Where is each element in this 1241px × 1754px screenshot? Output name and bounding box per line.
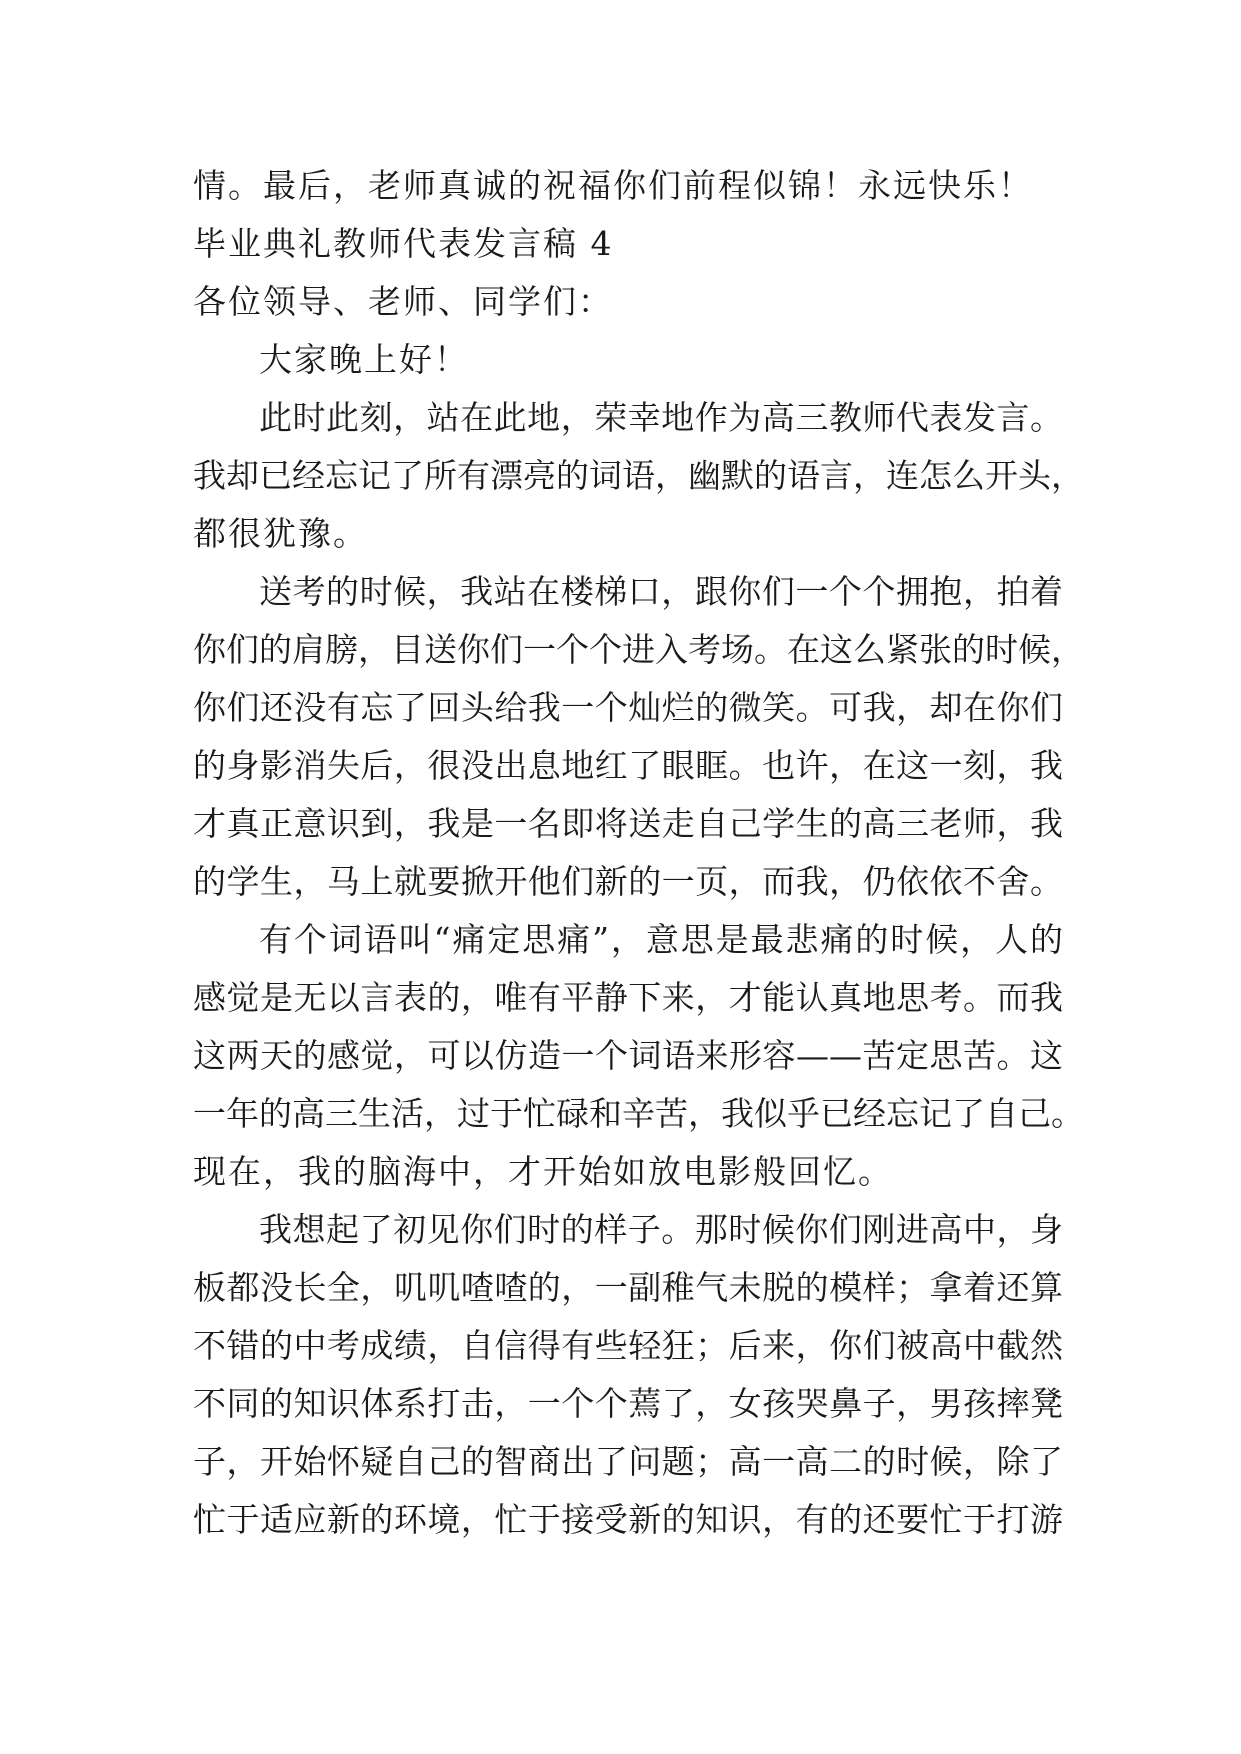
section-heading: 毕业典礼教师代表发言稿 4 xyxy=(193,224,614,263)
text-line: 都很犹豫。 xyxy=(193,514,368,553)
text-line: 我却已经忘记了所有漂亮的词语，幽默的语言，连怎么开头， xyxy=(193,456,1084,495)
text-line: 不错的中考成绩，自信得有些轻狂；后来，你们被高中截然 xyxy=(193,1326,1063,1365)
text-line: 的身影消失后，很没出息地红了眼眶。也许，在这一刻，我 xyxy=(193,746,1063,785)
greeting: 大家晚上好！ xyxy=(259,340,469,379)
text-line: 现在，我的脑海中，才开始如放电影般回忆。 xyxy=(193,1152,893,1191)
text-line: 才真正意识到，我是一名即将送走自己学生的高三老师，我 xyxy=(193,804,1063,843)
text-line: 感觉是无以言表的，唯有平静下来，才能认真地思考。而我 xyxy=(193,978,1063,1017)
text-line: 不同的知识体系打击，一个个蔫了，女孩哭鼻子，男孩摔凳 xyxy=(193,1384,1063,1423)
text-line: 这两天的感觉，可以仿造一个词语来形容——苦定思苦。这 xyxy=(193,1036,1063,1075)
text-line: 我想起了初见你们时的样子。那时候你们刚进高中，身 xyxy=(259,1210,1063,1249)
text-line: 板都没长全，叽叽喳喳的，一副稚气未脱的模样；拿着还算 xyxy=(193,1268,1063,1307)
text-line: 一年的高三生活，过于忙碌和辛苦，我似乎已经忘记了自己。 xyxy=(193,1094,1084,1133)
text-line: 此时此刻，站在此地，荣幸地作为高三教师代表发言。 xyxy=(259,398,1063,437)
text-line: 有个词语叫“痛定思痛”，意思是最悲痛的时候，人的 xyxy=(259,920,1063,959)
text-line: 你们的肩膀，目送你们一个个进入考场。在这么紧张的时候， xyxy=(193,630,1084,669)
text-line: 的学生，马上就要掀开他们新的一页，而我，仍依依不舍。 xyxy=(193,862,1063,901)
text-line: 情。最后，老师真诚的祝福你们前程似锦！永远快乐！ xyxy=(193,166,1033,205)
text-line: 子，开始怀疑自己的智商出了问题；高一高二的时候，除了 xyxy=(193,1442,1063,1481)
text-line: 你们还没有忘了回头给我一个灿烂的微笑。可我，却在你们 xyxy=(193,688,1063,727)
salutation: 各位领导、老师、同学们： xyxy=(193,282,613,321)
text-line: 送考的时候，我站在楼梯口，跟你们一个个拥抱，拍着 xyxy=(259,572,1063,611)
text-line: 忙于适应新的环境，忙于接受新的知识，有的还要忙于打游 xyxy=(193,1500,1063,1539)
